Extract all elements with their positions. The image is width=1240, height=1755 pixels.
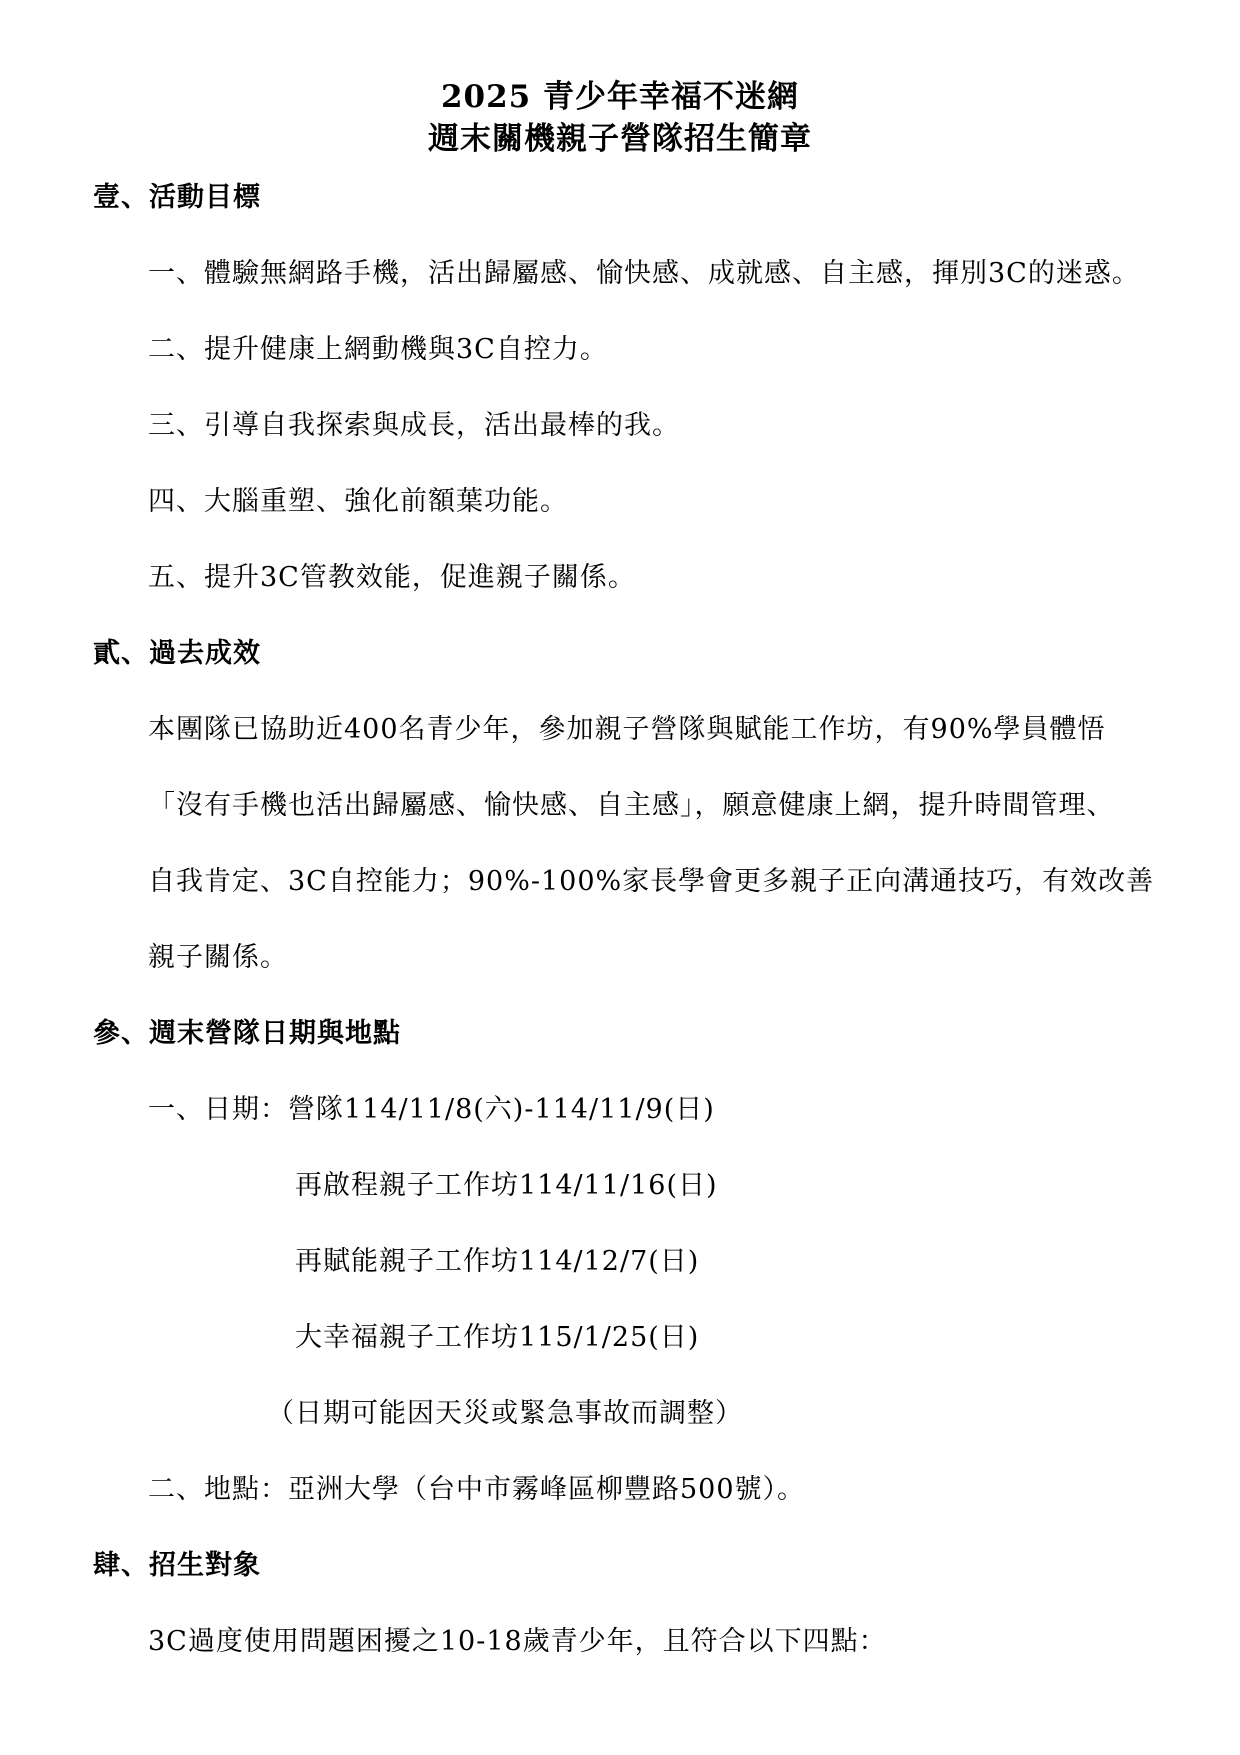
workshop-line-3: 大幸福親子工作坊115/1/25(日) <box>295 1322 700 1353</box>
goal-item-3: 三、引導自我探索與成長，活出最棒的我。 <box>148 410 680 441</box>
document-title <box>0 0 1240 160</box>
eligibility-intro-line: 3C過度使用問題困擾之10-18歲青少年，且符合以下四點： <box>148 1626 887 1657</box>
past-results-line-3: 自我肯定、3C自控能力；90%-100%家長學會更多親子正向溝通技巧，有效改善 <box>148 866 1155 897</box>
goal-item-5: 五、提升3C管教效能，促進親子關係。 <box>148 562 636 593</box>
past-results-line-2: 「沒有手機也活出歸屬感、愉快感、自主感」，願意健康上網，提升時間管理、 <box>148 790 1115 821</box>
goal-item-1: 一、體驗無網路手機，活出歸屬感、愉快感、成就感、自主感，揮別3C的迷惑。 <box>148 258 1140 289</box>
goal-item-4: 四、大腦重塑、強化前額葉功能。 <box>148 486 568 517</box>
goal-item-2: 二、提升健康上網動機與3C自控力。 <box>148 334 608 365</box>
workshop-line-1: 再啟程親子工作坊114/11/16(日) <box>295 1170 718 1201</box>
title-line-1: 2025 青少年幸福不迷網 <box>440 79 800 115</box>
title-line-2: 週末關機親子營隊招生簡章 <box>428 121 812 157</box>
section-eligibility-heading: 肆、招生對象 <box>93 1550 261 1581</box>
past-results-line-1: 本團隊已協助近400名青少年，參加親子營隊與賦能工作坊，有90%學員體悟 <box>148 714 1106 745</box>
section-schedule-heading: 參、週末營隊日期與地點 <box>93 1018 401 1049</box>
section-past-results-heading: 貳、過去成效 <box>93 638 261 669</box>
schedule-date-line: 一、日期：營隊114/11/8(六)-114/11/9(日) <box>148 1094 715 1125</box>
schedule-location-line: 二、地點：亞洲大學（台中市霧峰區柳豐路500號）。 <box>148 1474 806 1505</box>
schedule-note-line: （日期可能因天災或緊急事故而調整） <box>267 1398 743 1429</box>
past-results-line-4: 親子關係。 <box>148 942 288 973</box>
document-body <box>0 160 1240 1680</box>
section-goals-heading: 壹、活動目標 <box>93 182 261 213</box>
workshop-line-2: 再賦能親子工作坊114/12/7(日) <box>295 1246 700 1277</box>
